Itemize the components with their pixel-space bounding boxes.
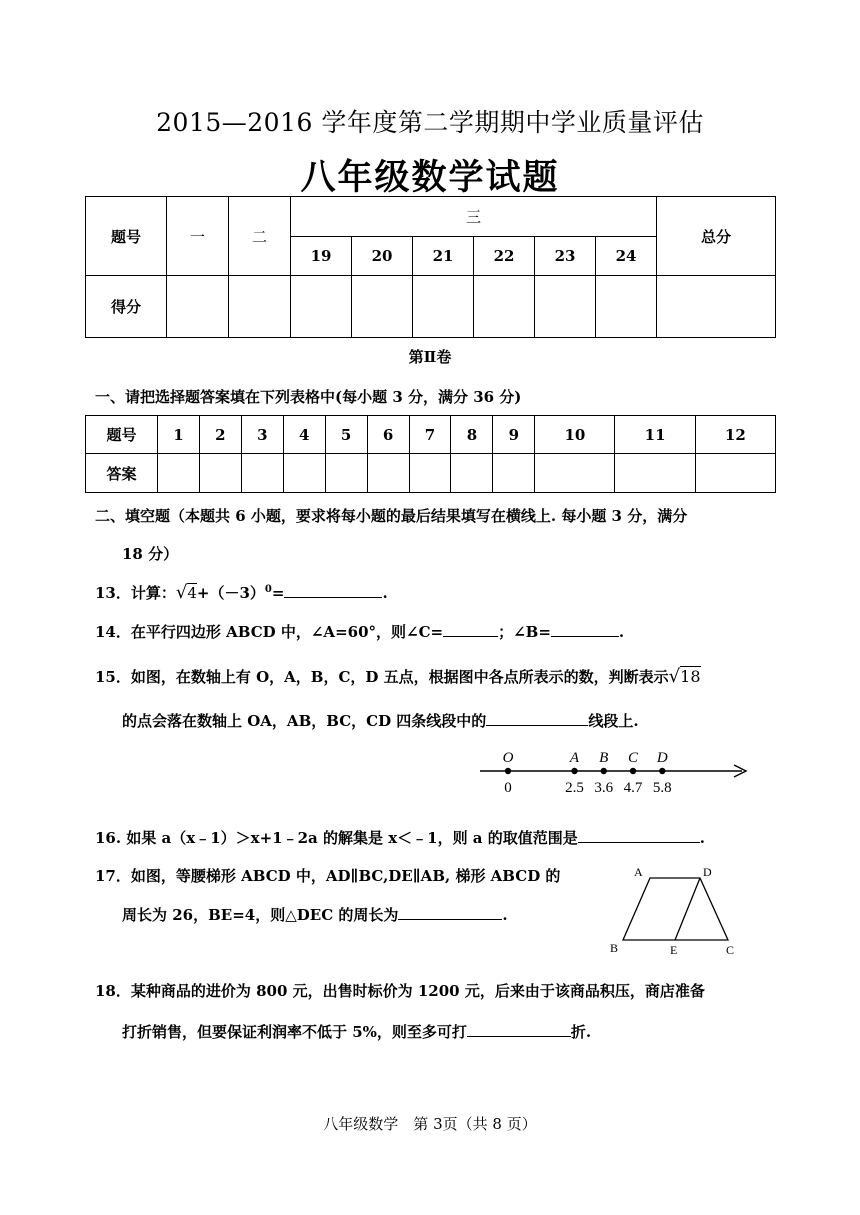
question-18-line1: 18．某种商品的进价为 800 元，出售时标价为 1200 元，后来由于该商品积压，商店准备 — [95, 982, 705, 1000]
sqrt-symbol: √ — [668, 666, 681, 687]
question-16 — [95, 827, 705, 848]
question-15-line1 — [95, 666, 701, 687]
answer-cell[interactable] — [241, 454, 283, 493]
score-sub-24: 24 — [596, 237, 657, 276]
q14-prefix: 14．在平行四边形 ABCD 中，∠A=60°，则∠C= — [95, 623, 444, 641]
q15-answer-blank[interactable] — [486, 710, 588, 726]
vertex-e: E — [670, 943, 678, 957]
answer-cell[interactable] — [535, 454, 615, 493]
score-cell[interactable] — [535, 276, 596, 338]
score-cell[interactable] — [352, 276, 413, 338]
segment-de — [675, 878, 700, 940]
answer-cell[interactable] — [409, 454, 451, 493]
sqrt-symbol: √ — [175, 582, 188, 603]
q18-text: 打折销售，但要保证利润率不低于 5%，则至多可打 — [122, 1023, 467, 1041]
axis-letter-a: A — [569, 750, 580, 766]
q13-exponent: 0 — [264, 584, 272, 595]
q15-text3: 线段上. — [588, 712, 639, 730]
score-sec2: 二 — [229, 197, 291, 276]
question-17-line1: 17．如图，等腰梯形 ABCD 中，AD∥BC,DE∥AB, 梯形 ABCD 的 — [95, 867, 561, 885]
score-sub-23: 23 — [535, 237, 596, 276]
axis-point-b — [601, 768, 607, 774]
score-cell[interactable] — [596, 276, 657, 338]
axis-value-c: 4.7 — [623, 780, 643, 796]
q15-text2: 的点会落在数轴上 OA，AB，BC，CD 四条线段中的 — [122, 712, 487, 730]
q13-radicand: 4 — [187, 584, 197, 602]
q13-equals: = — [271, 584, 285, 602]
question-number: 3 — [241, 416, 283, 454]
q16-end: . — [699, 829, 705, 847]
score-sub-22: 22 — [474, 237, 535, 276]
axis-point-o — [505, 768, 511, 774]
question-number: 7 — [409, 416, 451, 454]
question-number: 10 — [535, 416, 615, 454]
answer-cell[interactable] — [325, 454, 367, 493]
question-number: 12 — [695, 416, 775, 454]
question-17-line2 — [122, 904, 508, 925]
question-number: 1 — [158, 416, 200, 454]
q14-angle-b-blank[interactable] — [551, 621, 619, 637]
axis-point-d — [659, 768, 665, 774]
question-15-line2 — [122, 710, 639, 731]
page-footer: 八年级数学 第 3页（共 8 页） — [323, 1115, 537, 1133]
axis-value-o: 0 — [504, 780, 512, 796]
question-14 — [95, 621, 624, 642]
question-number: 8 — [451, 416, 493, 454]
q13-end: . — [382, 584, 388, 602]
score-cell[interactable] — [167, 276, 229, 338]
axis-value-d: 5.8 — [652, 780, 672, 796]
answer-cell[interactable] — [493, 454, 535, 493]
answer-cell[interactable] — [367, 454, 409, 493]
section2-heading-line1: 二、填空题（本题共 6 小题，要求将每小题的最后结果填写在横线上. 每小题 3 分，满分 — [95, 507, 688, 525]
score-cell[interactable] — [291, 276, 352, 338]
score-table — [85, 196, 776, 338]
vertex-b: B — [610, 941, 619, 955]
q16-answer-blank[interactable] — [578, 827, 700, 843]
trapezoid-figure — [600, 860, 750, 960]
q13-answer-blank[interactable] — [284, 582, 382, 598]
question-number: 4 — [283, 416, 325, 454]
q13-prefix: 13．计算： — [95, 584, 176, 602]
vertex-a: A — [634, 865, 643, 879]
answer-cell[interactable] — [158, 454, 200, 493]
q14-angle-c-blank[interactable] — [443, 621, 498, 637]
score-sub-19: 19 — [291, 237, 352, 276]
q14-end: . — [618, 623, 625, 641]
q18-answer-blank[interactable] — [467, 1021, 571, 1037]
axis-point-c — [630, 768, 636, 774]
score-sec1: 一 — [167, 197, 229, 276]
score-total-cell[interactable] — [657, 276, 776, 338]
question-18-line2 — [122, 1021, 591, 1042]
axis-letter-b: B — [599, 750, 609, 766]
score-sub-21: 21 — [413, 237, 474, 276]
answer-cell[interactable] — [451, 454, 493, 493]
question-number: 5 — [325, 416, 367, 454]
section2-heading-line2: 18 分） — [122, 545, 179, 563]
question-number: 6 — [367, 416, 409, 454]
answer-table — [85, 415, 776, 493]
answer-cell[interactable] — [695, 454, 775, 493]
score-sub-20: 20 — [352, 237, 413, 276]
answer-cell[interactable] — [615, 454, 695, 493]
axis-value-a: 2.5 — [565, 780, 584, 796]
trapezoid-abcd — [623, 878, 728, 940]
axis-value-b: 3.6 — [594, 780, 614, 796]
question-13 — [95, 582, 388, 603]
q17-end: . — [502, 906, 508, 924]
q18-end: 折. — [570, 1023, 592, 1041]
q15-radicand: 18 — [680, 667, 701, 686]
number-line-figure — [470, 745, 760, 797]
q13-expression: +（－3） — [196, 584, 265, 602]
score-total-label: 总分 — [657, 197, 776, 276]
axis-letter-d: D — [656, 750, 668, 766]
exam-subtitle: 八年级数学试题 — [300, 157, 560, 198]
axis-point-a — [571, 768, 577, 774]
q14-mid: ；∠B= — [498, 623, 551, 641]
question-number: 11 — [615, 416, 695, 454]
score-sec3: 三 — [291, 197, 657, 237]
volume-label: 第Ⅱ卷 — [408, 348, 452, 366]
section1-heading: 一、请把选择题答案填在下列表格中(每小题 3 分，满分 36 分) — [95, 388, 522, 406]
score-cell[interactable] — [413, 276, 474, 338]
score-cell[interactable] — [229, 276, 291, 338]
answer-label: 答案 — [86, 454, 158, 493]
score-col-label: 题号 — [86, 197, 167, 276]
question-number: 2 — [199, 416, 241, 454]
vertex-d: D — [703, 865, 712, 879]
score-row-label: 得分 — [86, 276, 167, 338]
axis-letter-o: O — [502, 750, 514, 766]
score-cell[interactable] — [474, 276, 535, 338]
question-number: 9 — [493, 416, 535, 454]
q16-text: 16. 如果 a（x﹣1）＞x+1﹣2a 的解集是 x＜﹣1，则 a 的取值范围是 — [95, 829, 578, 847]
answer-row-label: 题号 — [86, 416, 158, 454]
exam-title: 2015—2016 学年度第二学期期中学业质量评估 — [156, 108, 704, 137]
answer-cell[interactable] — [283, 454, 325, 493]
q17-answer-blank[interactable] — [398, 904, 502, 920]
q15-text: 15．如图，在数轴上有 O，A，B，C，D 五点，根据图中各点所表示的数，判断表示 — [95, 668, 669, 686]
vertex-c: C — [726, 943, 735, 957]
q17-text: 周长为 26，BE=4，则△DEC 的周长为 — [122, 906, 399, 924]
answer-cell[interactable] — [199, 454, 241, 493]
axis-letter-c: C — [628, 750, 639, 766]
